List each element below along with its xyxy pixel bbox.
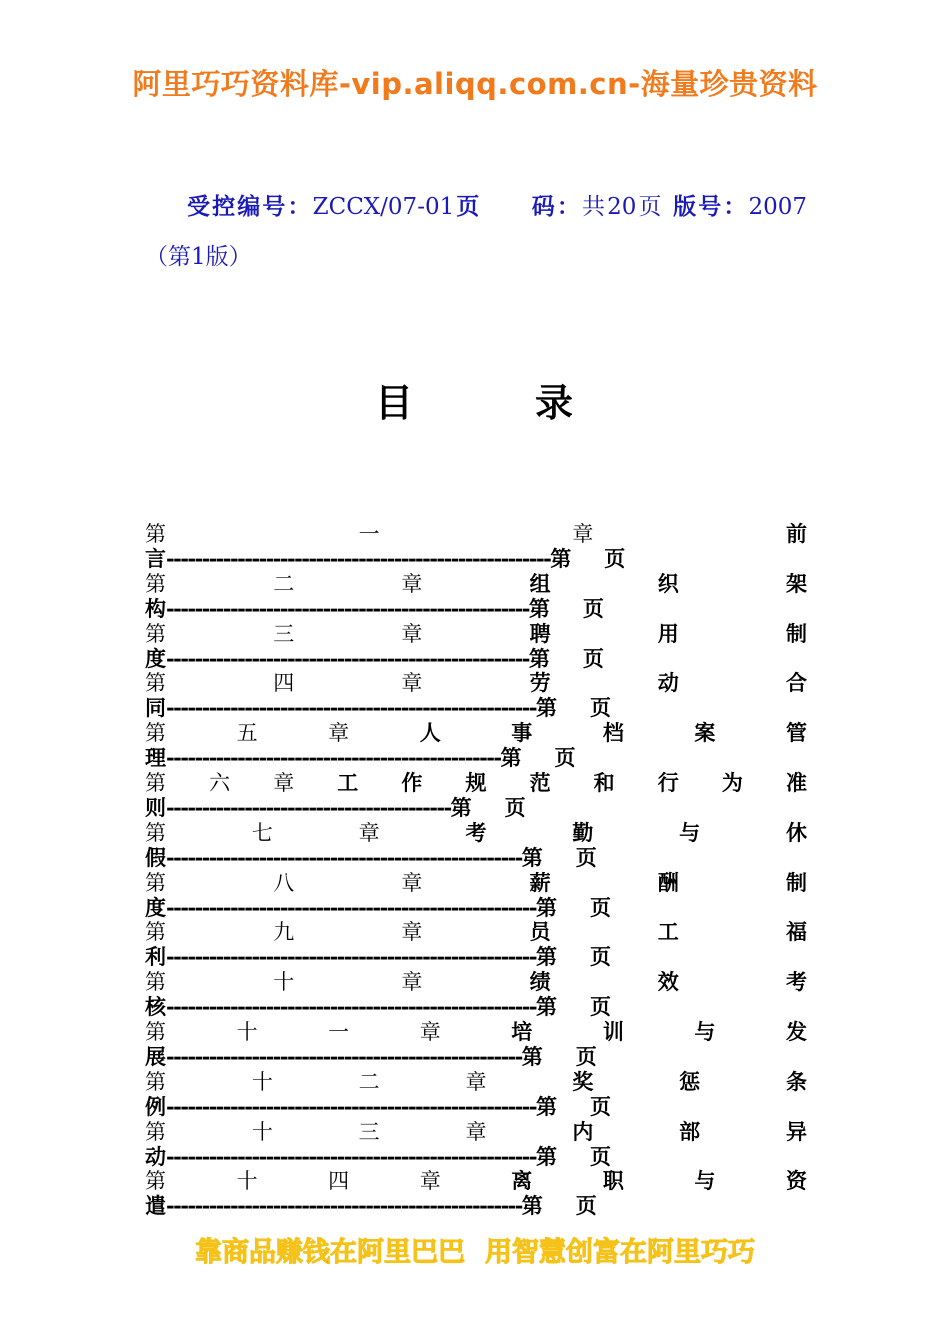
- toc-page-ref: 第 页: [550, 547, 632, 571]
- toc-entry[interactable]: [145, 969, 807, 1019]
- toc-title-char: 与: [694, 1018, 716, 1044]
- toc-entry-leader-line: [145, 647, 807, 671]
- toc-title-tail: 度: [145, 895, 166, 920]
- toc-chapter-char: 章: [401, 671, 423, 696]
- toc-chapter-char: 章: [358, 820, 380, 845]
- toc-title-tail: 则: [145, 795, 166, 820]
- toc-title-char: 事: [511, 720, 533, 746]
- toc-page-ref: 第 页: [536, 696, 618, 721]
- document-meta: [145, 182, 807, 282]
- toc-chapter-char: 第: [145, 920, 166, 945]
- toc-leader-dashes: -----------------------------------------------: [166, 746, 501, 771]
- toc-chapter-char: 第: [145, 522, 166, 546]
- toc-page-ref: 第 页: [528, 596, 610, 621]
- toc-title-char: 效: [657, 969, 679, 995]
- toc-entry[interactable]: [145, 1119, 807, 1169]
- version-label: 版号：: [673, 193, 749, 220]
- toc-title-char: 职: [602, 1168, 624, 1194]
- toc-chapter-char: 第: [145, 571, 166, 596]
- toc-title-char: 动: [657, 670, 679, 696]
- toc-title-char: 考: [785, 969, 807, 995]
- header-banner: 阿里巧巧资料库-vip.aliqq.com.cn-海量珍贵资料: [132, 67, 818, 101]
- toc-title-char: 档: [602, 720, 624, 746]
- toc-entry[interactable]: [145, 1069, 807, 1119]
- toc-entry-leader-line: [145, 746, 807, 770]
- toc-title-char: 员: [529, 919, 551, 945]
- toc-entry-line: [145, 1019, 807, 1045]
- toc-entry-line: [145, 870, 807, 896]
- toc-chapter-char: 六: [209, 770, 231, 795]
- toc-entry-line: [145, 521, 807, 547]
- toc-chapter-char: 章: [273, 770, 295, 795]
- toc-chapter-char: 三: [358, 1119, 380, 1144]
- toc-chapter-char: 第: [145, 1069, 166, 1094]
- toc-title-tail: 言: [145, 547, 166, 571]
- toc-title-char: 为: [721, 769, 743, 795]
- toc-chapter-char: 一: [358, 522, 380, 546]
- toc-chapter-char: 七: [251, 820, 273, 845]
- toc-title-char: 培: [511, 1018, 533, 1044]
- toc-title-char: 合: [785, 670, 807, 696]
- toc-title-tail: 同: [145, 696, 166, 721]
- toc-page-ref: 第 页: [536, 895, 618, 920]
- toc-chapter-char: 章: [572, 522, 594, 546]
- toc-entry[interactable]: [145, 1019, 807, 1069]
- control-number-value: ZCCX/07-01: [312, 194, 455, 220]
- toc-title-tail: 例: [145, 1094, 166, 1119]
- toc-leader-dashes: ----------------------------------------------------: [166, 945, 537, 970]
- toc-title-tail: 动: [145, 1144, 166, 1169]
- toc-entry-leader-line: [145, 896, 807, 920]
- toc-title-char: 酬: [657, 869, 679, 895]
- toc-title-char: 离: [511, 1168, 533, 1194]
- toc-entry-leader-line: [145, 696, 807, 720]
- toc-title-char: 福: [785, 919, 807, 945]
- toc-chapter-char: 一: [328, 1019, 350, 1044]
- toc-page-ref: 第 页: [536, 945, 618, 970]
- toc-leader-dashes: ----------------------------------------------------: [166, 995, 537, 1020]
- toc-title-char: 考: [465, 819, 487, 845]
- toc-title-char: 管: [785, 720, 807, 746]
- toc-chapter-char: 九: [273, 920, 295, 945]
- page-count-value: 共20页: [581, 194, 664, 220]
- toc-chapter-char: 章: [401, 970, 423, 995]
- toc-page-ref: 第 页: [500, 746, 582, 771]
- version-value: 2007（第1版）: [145, 194, 807, 270]
- toc-chapter-char: 第: [145, 820, 166, 845]
- toc-entry-line: [145, 820, 807, 846]
- control-number-label: 受控编号：: [187, 193, 313, 220]
- toc-chapter-char: 第: [145, 621, 166, 646]
- toc-entry[interactable]: [145, 820, 807, 870]
- toc-title-tail: 利: [145, 945, 166, 970]
- toc-title-char: 范: [529, 769, 551, 795]
- toc-entry[interactable]: [145, 870, 807, 920]
- toc-title-char: 部: [679, 1118, 701, 1144]
- toc-page-ref: 第 页: [521, 845, 603, 870]
- toc-entry-line: [145, 621, 807, 647]
- toc-title-char: 条: [785, 1068, 807, 1094]
- toc-page-ref: 第 页: [536, 995, 618, 1020]
- toc-title-char: 休: [785, 819, 807, 845]
- toc-entry-leader-line: [145, 1045, 807, 1069]
- toc-title-char: 架: [785, 570, 807, 596]
- toc-leader-dashes: ---------------------------------------------------: [166, 646, 529, 671]
- toc-chapter-char: 章: [465, 1119, 487, 1144]
- toc-chapter-char: 十: [273, 970, 295, 995]
- toc-chapter-char: 八: [273, 870, 295, 895]
- toc-chapter-char: 第: [145, 671, 166, 696]
- toc-leader-dashes: ------------------------------------------------------: [166, 547, 551, 571]
- toc-chapter-char: 章: [401, 920, 423, 945]
- toc-leader-dashes: ----------------------------------------------------: [166, 895, 537, 920]
- toc-entry[interactable]: [145, 621, 807, 671]
- toc-title-char: 奖: [572, 1068, 594, 1094]
- toc-page-ref: 第 页: [521, 1194, 603, 1219]
- toc-title-tail: 展: [145, 1044, 166, 1069]
- toc-title-char: 用: [657, 620, 679, 646]
- toc-chapter-char: 五: [236, 721, 258, 746]
- toc-entry-leader-line: [145, 1095, 807, 1119]
- toc-title-char: 制: [785, 869, 807, 895]
- toc-chapter-char: 章: [419, 1019, 441, 1044]
- toc-entry-line: [145, 720, 807, 746]
- toc-title-tail: 理: [145, 746, 166, 771]
- toc-entry-leader-line: [145, 597, 807, 621]
- toc-title-tail: 度: [145, 646, 166, 671]
- toc-chapter-char: 第: [145, 870, 166, 895]
- toc-title-char: 案: [694, 720, 716, 746]
- toc-chapter-char: 章: [401, 870, 423, 895]
- toc-entry-line: [145, 1069, 807, 1095]
- toc-title-char: 组: [529, 570, 551, 596]
- toc-title-char: 与: [679, 819, 701, 845]
- toc-title-char: 织: [657, 570, 679, 596]
- toc-title-char: 内: [572, 1118, 594, 1144]
- toc-title-char: 与: [694, 1168, 716, 1194]
- toc-title-char: 薪: [529, 869, 551, 895]
- toc-entry-line: [145, 770, 807, 796]
- toc-page-ref: 第 页: [521, 1044, 603, 1069]
- toc-title-char: 和: [593, 769, 615, 795]
- toc-entry[interactable]: [145, 670, 807, 720]
- toc-title-tail: 假: [145, 845, 166, 870]
- page-count-label: 页 码：: [454, 193, 582, 220]
- toc-entry[interactable]: [145, 571, 807, 621]
- footer-slogan-1: 靠商品赚钱在阿里巴巴: [195, 1237, 465, 1268]
- toc-title-tail: 遣: [145, 1194, 166, 1219]
- toc-chapter-char: 第: [145, 721, 166, 746]
- toc-entry[interactable]: [145, 1168, 807, 1218]
- toc-title-char: 前: [785, 521, 807, 546]
- toc-title-char: 工: [337, 769, 359, 795]
- toc-title-char: 准: [785, 769, 807, 795]
- toc-chapter-char: 章: [419, 1169, 441, 1194]
- toc-entry-leader-line: [145, 796, 807, 820]
- toc-chapter-char: 第: [145, 770, 166, 795]
- toc-title-char: 异: [785, 1118, 807, 1144]
- footer-banner: [0, 1230, 950, 1269]
- toc-page-ref: 第 页: [536, 1144, 618, 1169]
- toc-title-char: 作: [401, 769, 423, 795]
- toc-leader-dashes: ----------------------------------------------------: [166, 696, 537, 721]
- toc-chapter-char: 章: [328, 721, 350, 746]
- toc-entry[interactable]: [145, 521, 807, 571]
- toc-page-ref: 第 页: [536, 1094, 618, 1119]
- toc-leader-dashes: --------------------------------------------------: [166, 1194, 522, 1219]
- toc-title-char: 绩: [529, 969, 551, 995]
- toc-leader-dashes: --------------------------------------------------: [166, 845, 522, 870]
- toc-chapter-char: 十: [236, 1169, 258, 1194]
- toc-title-char: 惩: [679, 1068, 701, 1094]
- toc-title-char: 行: [657, 769, 679, 795]
- toc-title-char: 劳: [529, 670, 551, 696]
- toc-title-char-2: 录: [535, 381, 576, 425]
- toc-entry[interactable]: [145, 919, 807, 969]
- toc-chapter-char: 章: [465, 1069, 487, 1094]
- toc-chapter-char: 第: [145, 1119, 166, 1144]
- toc-entry-line: [145, 571, 807, 597]
- toc-title-char: 聘: [529, 620, 551, 646]
- toc-entry-leader-line: [145, 846, 807, 870]
- toc-entry-leader-line: [145, 1194, 807, 1218]
- toc-chapter-char: 四: [328, 1169, 350, 1194]
- toc-entry-leader-line: [145, 1145, 807, 1169]
- toc-title-char: 勤: [572, 819, 594, 845]
- toc-chapter-char: 三: [273, 621, 295, 646]
- toc-entry-line: [145, 1119, 807, 1145]
- toc-title-char: 资: [785, 1168, 807, 1194]
- toc-entry-line: [145, 969, 807, 995]
- toc-leader-dashes: ----------------------------------------------------: [166, 1094, 537, 1119]
- toc-chapter-char: 第: [145, 1169, 166, 1194]
- footer-slogan-2: 用智慧创富在阿里巧巧: [485, 1237, 755, 1268]
- toc-chapter-char: 十: [251, 1069, 273, 1094]
- toc-title-tail: 核: [145, 995, 166, 1020]
- toc-title: [0, 372, 950, 427]
- toc-chapter-char: 四: [273, 671, 295, 696]
- toc-title-char: 训: [602, 1018, 624, 1044]
- toc-chapter-char: 第: [145, 970, 166, 995]
- toc-entry-line: [145, 670, 807, 696]
- toc-title-char: 工: [657, 919, 679, 945]
- toc-chapter-char: 章: [401, 621, 423, 646]
- toc-title-char: 规: [465, 769, 487, 795]
- table-of-contents: [145, 521, 807, 1218]
- toc-title-char: 人: [419, 720, 441, 746]
- toc-entry-leader-line: [145, 995, 807, 1019]
- toc-entry[interactable]: [145, 770, 807, 820]
- toc-entry-line: [145, 919, 807, 945]
- toc-chapter-char: 十: [251, 1119, 273, 1144]
- toc-chapter-char: 二: [273, 571, 295, 596]
- toc-chapter-char: 第: [145, 1019, 166, 1044]
- toc-chapter-char: 十: [236, 1019, 258, 1044]
- toc-page-ref: 第 页: [450, 795, 532, 820]
- toc-entry-line: [145, 1168, 807, 1194]
- toc-entry[interactable]: [145, 720, 807, 770]
- toc-title-char: 制: [785, 620, 807, 646]
- toc-entry-leader-line: [145, 945, 807, 969]
- toc-title-tail: 构: [145, 596, 166, 621]
- toc-entry-leader-line: [145, 547, 807, 571]
- toc-page-ref: 第 页: [528, 646, 610, 671]
- toc-title-char: 发: [785, 1018, 807, 1044]
- toc-leader-dashes: ----------------------------------------------------: [166, 1144, 537, 1169]
- toc-leader-dashes: --------------------------------------------------: [166, 1044, 522, 1069]
- toc-chapter-char: 章: [401, 571, 423, 596]
- toc-chapter-char: 二: [358, 1069, 380, 1094]
- toc-leader-dashes: ---------------------------------------------------: [166, 596, 529, 621]
- toc-title-char-1: 目: [374, 381, 415, 425]
- toc-leader-dashes: ----------------------------------------: [166, 795, 451, 820]
